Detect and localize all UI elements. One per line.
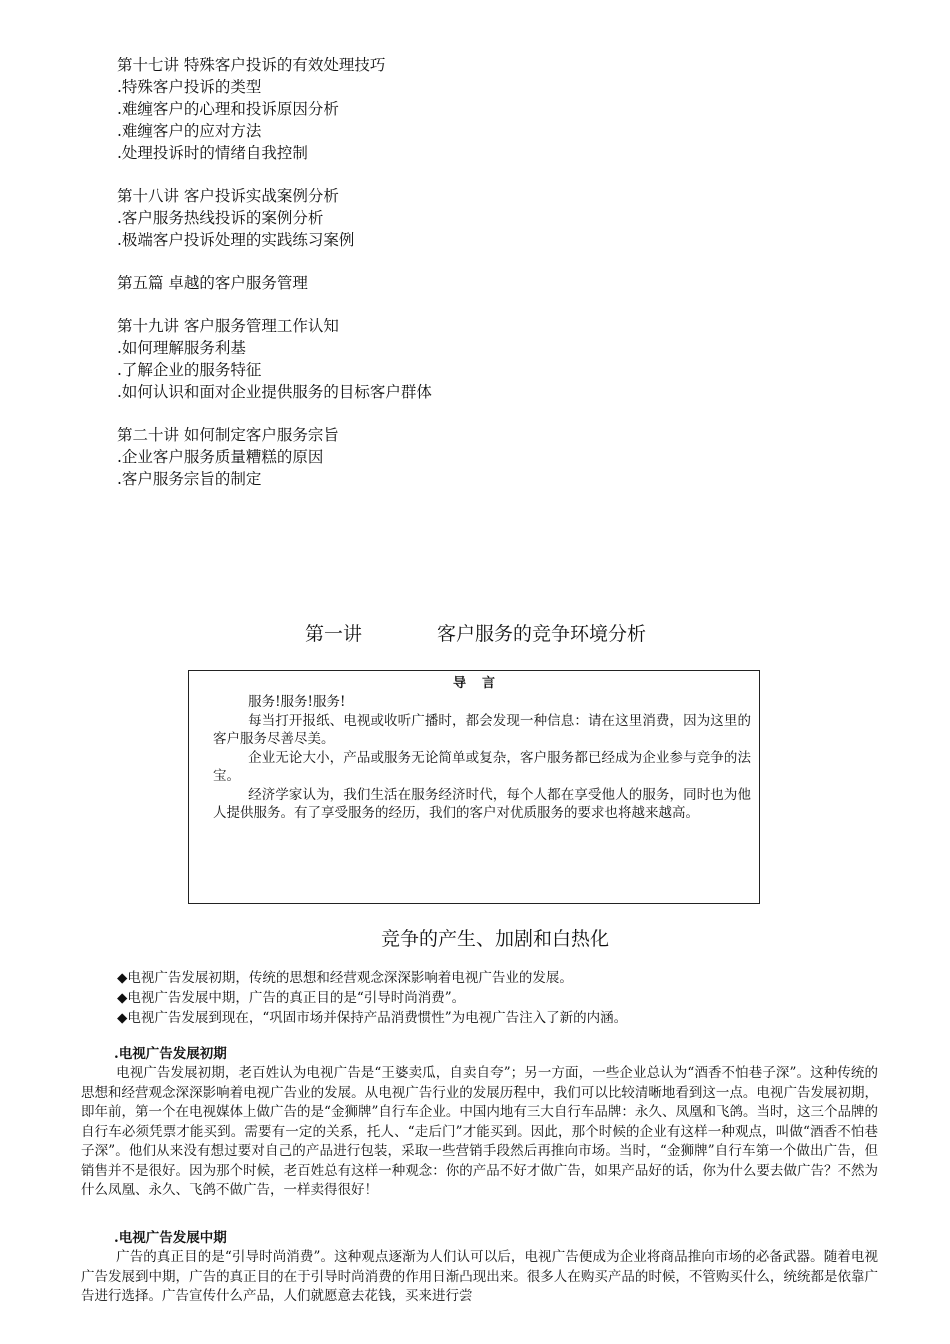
lecture-number: 第一讲 <box>305 623 363 645</box>
section-heading: .电视广告发展初期 <box>114 1046 227 1062</box>
lecture-title: 客户服务的竞争环境分析 <box>437 623 647 645</box>
toc-lecture-title: 第二十讲 如何制定客户服务宗旨 <box>117 426 339 444</box>
bullet-item: ◆电视广告发展到现在，“巩固市场并保持产品消费惯性”为电视广告注入了新的内涵。 <box>117 1010 628 1026</box>
intro-paragraph: 经济学家认为，我们生活在服务经济时代，每个人都在享受他人的服务，同时也为他人提供服务。有了享受服务的经历，我们的客户对优质服务的要求也将越来越高。 <box>213 786 751 821</box>
toc-item: .了解企业的服务特征 <box>117 361 262 379</box>
toc-lecture-title: 第十七讲 特殊客户投诉的有效处理技巧 <box>117 56 386 74</box>
toc-item: .企业客户服务质量糟糕的原因 <box>117 448 324 466</box>
toc-lecture-title: 第十八讲 客户投诉实战案例分析 <box>117 187 339 205</box>
toc-item: .客户服务热线投诉的案例分析 <box>117 209 324 227</box>
toc-part-title: 第五篇 卓越的客户服务管理 <box>117 274 308 292</box>
toc-item: .特殊客户投诉的类型 <box>117 78 262 96</box>
section-body: 广告的真正目的是“引导时尚消费”。这种观点逐渐为人们认可以后，电视广告便成为企业将商品推向市场的必备武器。随着电视广告发展到中期，广告的真正目的在于引导时尚消费的作用日渐凸现出来。很多人在购买产品的时候，不管购买什么，统统都是依靠广告进行选择。广告宣传什么产品，人们就愿意去花钱，买来进行尝 <box>81 1249 878 1304</box>
intro-box <box>188 670 760 904</box>
toc-item: .客户服务宗旨的制定 <box>117 470 262 488</box>
toc-item: .如何认识和面对企业提供服务的目标客户群体 <box>117 383 432 401</box>
toc-item: .如何理解服务利基 <box>117 339 246 357</box>
toc-section <box>117 424 837 490</box>
section-heading: .电视广告发展中期 <box>114 1230 227 1246</box>
toc-item: .难缠客户的应对方法 <box>117 122 262 140</box>
toc-section <box>117 185 837 251</box>
lecture-heading <box>0 620 950 648</box>
intro-paragraph: 服务!服务!服务! <box>248 694 346 710</box>
toc-lecture-title: 第十九讲 客户服务管理工作认知 <box>117 317 339 335</box>
section-subtitle: 竞争的产生、加剧和白热化 <box>380 928 609 950</box>
table-of-contents <box>117 54 837 511</box>
toc-item: .极端客户投诉处理的实践练习案例 <box>117 231 355 249</box>
toc-section <box>117 315 837 403</box>
intro-paragraph: 企业无论大小，产品或服务无论简单或复杂，客户服务都已经成为企业参与竞争的法宝。 <box>213 749 751 784</box>
toc-item: .处理投诉时的情绪自我控制 <box>117 144 308 162</box>
bullet-list <box>117 968 627 1028</box>
article-section <box>81 1044 878 1201</box>
article-section <box>81 1228 878 1307</box>
bullet-item: ◆电视广告发展初期，传统的思想和经营观念深深影响着电视广告业的发展。 <box>117 970 573 986</box>
intro-body <box>189 693 759 823</box>
section-body: 电视广告发展初期，老百姓认为电视广告是“王婆卖瓜，自卖自夸”；另一方面，一些企业总认为“酒香不怕巷子深”。这种传统的思想和经营观念深深影响着电视广告业的发展。从电视广告行业的发展历程中，我们可以比较清晰地看到这一点。电视广告发展初期，即年前，第一个在电视媒体上做广告的是“金狮牌”自行车企业。中国内地有三大自行车品牌：永久、凤凰和飞鸽。当时，这三个品牌的自行车必须凭票才能买到。需要有一定的关系，托人、“走后门”才能买到。因此，那个时候的企业有这样一种观点，叫做“酒香不怕巷子深”。他们从来没有想过要对自己的产品进行包装，采取一些营销手段然后再推向市场。当时，“金狮牌”自行车第一个做出广告，但销售并不是很好。因为那个时候，老百姓总有这样一种观念：你的产品不好才做广告，如果产品好的话，你为什么要去做广告？不然为什么凤凰、永久、飞鸽不做广告，一样卖得很好！ <box>81 1065 878 1198</box>
toc-item: .难缠客户的心理和投诉原因分析 <box>117 100 339 118</box>
bullet-item: ◆电视广告发展中期，广告的真正目的是“引导时尚消费”。 <box>117 990 466 1006</box>
intro-paragraph: 每当打开报纸、电视或收听广播时，都会发现一种信息：请在这里消费，因为这里的客户服务尽善尽美。 <box>213 712 751 747</box>
toc-section <box>117 54 837 164</box>
intro-heading: 导言 <box>452 676 511 691</box>
